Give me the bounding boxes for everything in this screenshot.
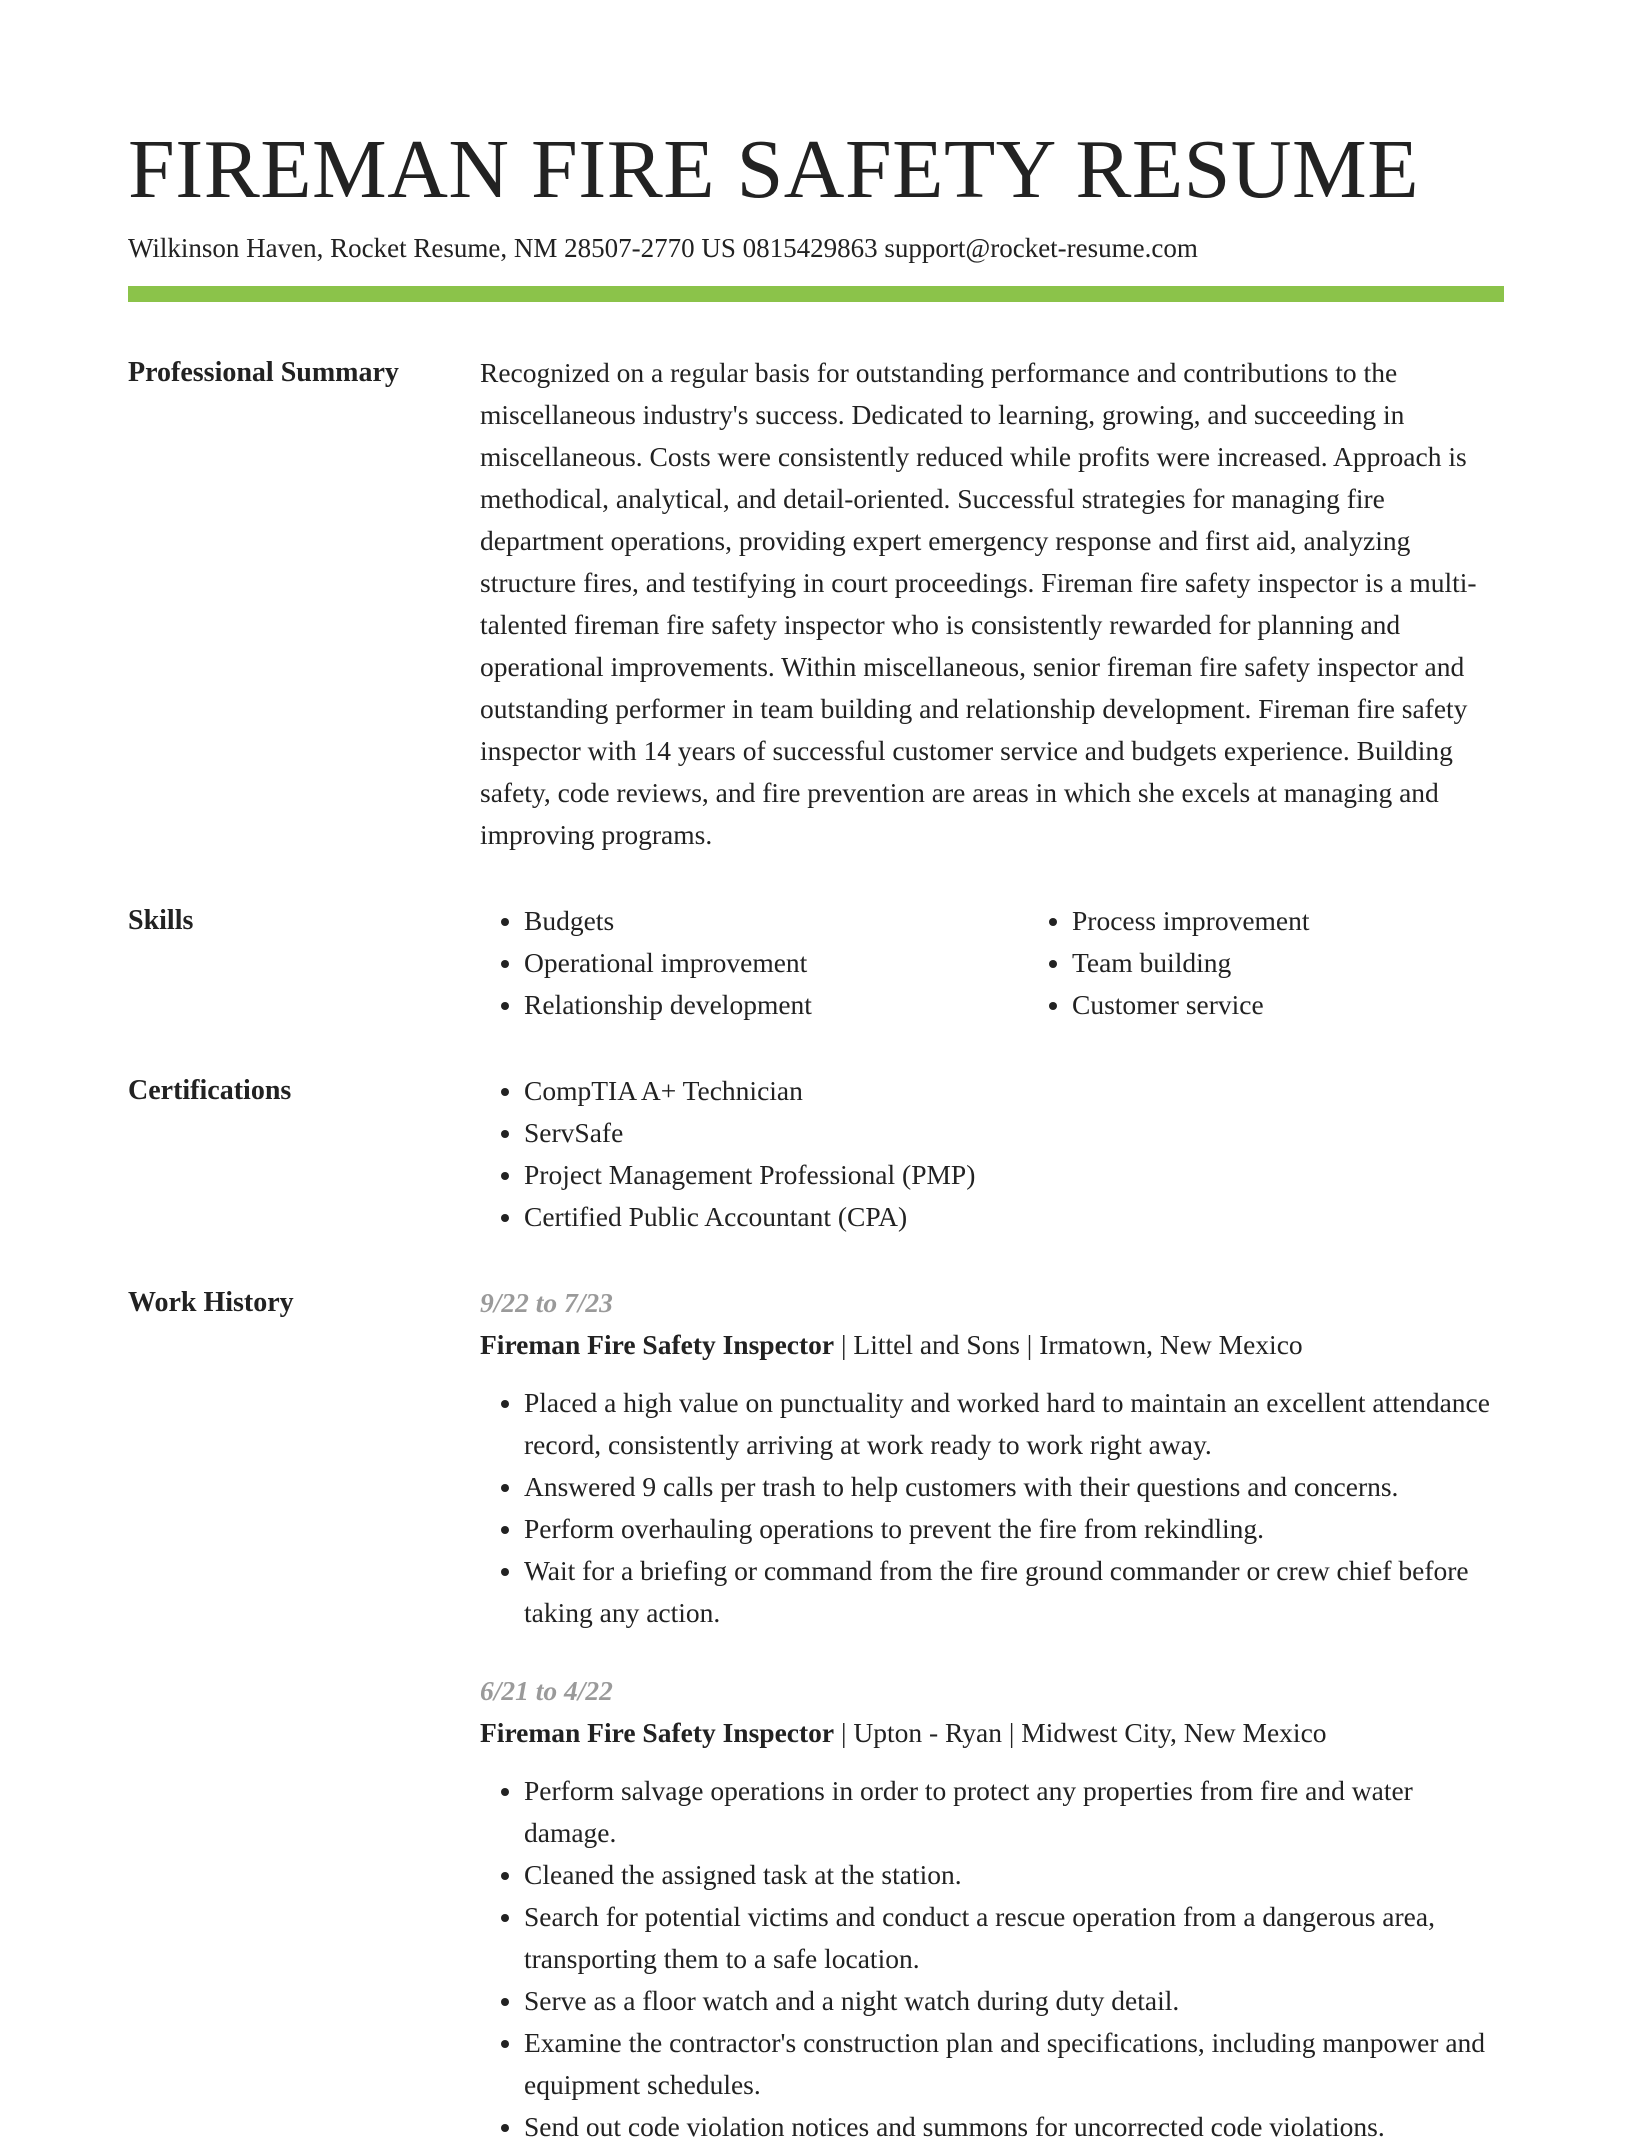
job-company: Upton - Ryan: [853, 1717, 1002, 1748]
job-bullets: [480, 1770, 1504, 2148]
resume-page: [128, 120, 1504, 2148]
contact-phone: 0815429863: [742, 233, 878, 263]
job-header: [480, 1712, 1504, 1754]
work-history-section: [128, 1282, 1504, 2148]
job-bullet: • Cleaned the assigned task at the station.: [524, 1854, 1504, 1896]
certification-item: • CompTIA A+ Technician: [524, 1070, 1504, 1112]
job-bullet: • Serve as a floor watch and a night watch during duty detail.: [524, 1980, 1504, 2022]
job-company: Littel and Sons: [853, 1329, 1020, 1360]
certifications-heading: Certifications: [128, 1075, 292, 1106]
job-bullet: • Send out code violation notices and summons for uncorrected code violations.: [524, 2106, 1504, 2148]
skill-item: • Budgets: [524, 900, 1028, 942]
skill-item: • Process improvement: [1072, 900, 1576, 942]
skills-heading: Skills: [128, 905, 194, 936]
job-bullets: [480, 1382, 1504, 1634]
job-bullet: • Answered 9 calls per trash to help customers with their questions and concerns.: [524, 1466, 1504, 1508]
job-separator: |: [834, 1329, 854, 1360]
job-location: Irmatown, New Mexico: [1039, 1329, 1303, 1360]
job-separator: |: [834, 1717, 854, 1748]
summary-heading: Professional Summary: [128, 357, 399, 388]
work-history-heading: Work History: [128, 1287, 294, 1318]
skill-item: • Relationship development: [524, 984, 1028, 1026]
job-location: Midwest City, New Mexico: [1021, 1717, 1327, 1748]
job-header: [480, 1324, 1504, 1366]
job-bullet: • Placed a high value on punctuality and worked hard to maintain an excellent attendance record, consistently arriving at work ready to work right away.: [524, 1382, 1504, 1466]
job-entry: [480, 1282, 1504, 1634]
summary-section: [128, 352, 1504, 856]
certification-item: • Certified Public Accountant (CPA): [524, 1196, 1504, 1238]
job-dates: 9/22 to 7/23: [480, 1287, 613, 1318]
job-bullet: • Examine the contractor's construction plan and specifications, including manpower and equipment schedules.: [524, 2022, 1504, 2106]
skill-item: • Customer service: [1072, 984, 1576, 1026]
job-bullet: • Wait for a briefing or command from the fire ground commander or crew chief before taking any action.: [524, 1550, 1504, 1634]
skills-list-left: [480, 900, 1028, 1026]
certification-item: • Project Management Professional (PMP): [524, 1154, 1504, 1196]
contact-address: Wilkinson Haven, Rocket Resume, NM 28507-2770 US: [128, 233, 736, 263]
skills-list-right: [1028, 900, 1576, 1026]
job-bullet: • Search for potential victims and conduct a rescue operation from a dangerous area, transporting them to a safe location.: [524, 1896, 1504, 1980]
certifications-list: [480, 1070, 1504, 1238]
contact-email[interactable]: support@rocket-resume.com: [884, 233, 1198, 263]
job-bullet: • Perform overhauling operations to prevent the fire from rekindling.: [524, 1508, 1504, 1550]
skill-item: • Operational improvement: [524, 942, 1028, 984]
job-dates: 6/21 to 4/22: [480, 1675, 613, 1706]
accent-divider: [128, 286, 1504, 302]
skills-section: [128, 900, 1504, 1026]
job-title: Fireman Fire Safety Inspector: [480, 1717, 835, 1748]
job-entry: [480, 1670, 1504, 2148]
summary-text: Recognized on a regular basis for outstanding performance and contributions to the miscellaneous industry's success. Dedicated to learning, growing, and succeeding in miscellaneous. Costs were consistently reduced while profits were increased. Approach is methodical, analytical, and detail-oriented. Successful strategies for managing fire department operations, providing expert emergency response and first aid, analyzing structure fires, and testifying in court proceedings. Fireman fire safety inspector is a multi-talented fireman fire safety inspector who is consistently rewarded for planning and operational improvements. Within miscellaneous, senior fireman fire safety inspector and outstanding performer in team building and relationship development. Fireman fire safety inspector with 14 years of successful customer service and budgets experience. Building safety, code reviews, and fire prevention are areas in which she excels at managing and improving programs.: [480, 357, 1477, 850]
certifications-section: [128, 1070, 1504, 1238]
contact-line: [128, 230, 1504, 266]
skill-item: • Team building: [1072, 942, 1576, 984]
job-title: Fireman Fire Safety Inspector: [480, 1329, 835, 1360]
resume-title: FIREMAN FIRE SAFETY RESUME: [128, 123, 1420, 216]
job-bullet: • Perform salvage operations in order to protect any properties from fire and water damage.: [524, 1770, 1504, 1854]
certification-item: • ServSafe: [524, 1112, 1504, 1154]
job-separator: |: [1019, 1329, 1040, 1360]
job-separator: |: [1002, 1717, 1022, 1748]
